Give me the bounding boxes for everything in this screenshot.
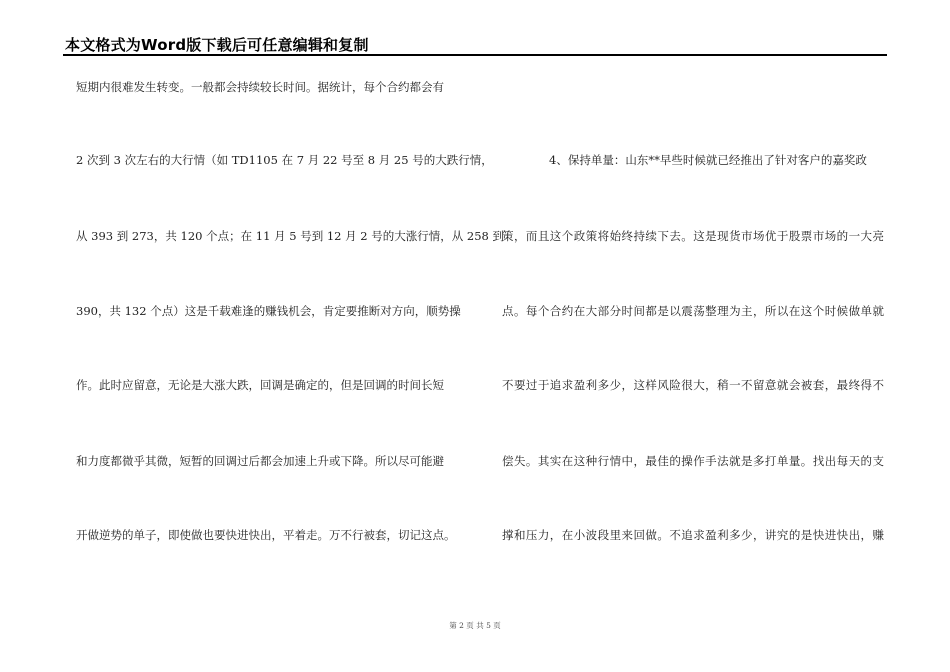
page-number-footer: 第 2 页 共 5 页 [449, 621, 501, 630]
text-line: 作。此时应留意，无论是大涨大跌，回调是确定的，但是回调的时间长短 [76, 378, 444, 392]
text-line: 点。每个合约在大部分时间都是以震荡整理为主，所以在这个时候做单就 [502, 304, 884, 318]
text-line: 2 次到 3 次左右的大行情（如 TD1105 在 7 月 22 号至 8 月 25 号的大跌行情， [76, 153, 493, 167]
text-line: 撑和压力，在小波段里来回做。不追求盈利多少，讲究的是快进快出，赚 [502, 528, 884, 542]
text-line: 从 393 到 273，共 120 个点；在 11 月 5 号到 12 月 2 号的大涨行情，从 258 到 [76, 229, 505, 243]
text-line: 390，共 132 个点）这是千载难逢的赚钱机会，肯定要推断对方向，顺势操 [76, 304, 461, 318]
page-header-title: 本文格式为Word版下载后可任意编辑和复制 [65, 36, 369, 54]
text-line: 4、保持单量：山东**早些时候就已经推出了针对客户的嘉奖政 [549, 153, 867, 167]
text-line: 偿失。其实在这种行情中，最佳的操作手法就是多打单量。找出每天的支 [502, 454, 884, 468]
text-line: 不要过于追求盈利多少，这样风险很大，稍一不留意就会被套，最终得不 [502, 378, 884, 392]
text-line: 和力度都微乎其微，短暂的回调过后都会加速上升或下降。所以尽可能避 [76, 454, 444, 468]
text-line: 短期内很难发生转变。一般都会持续较长时间。据统计，每个合约都会有 [76, 80, 444, 94]
header-rule [63, 54, 887, 56]
text-line: 策，而且这个政策将始终持续下去。这是现货市场优于股票市场的一大亮 [502, 229, 884, 243]
text-line: 开做逆势的单子，即使做也要快进快出，平着走。万不行被套，切记这点。 [76, 528, 456, 542]
